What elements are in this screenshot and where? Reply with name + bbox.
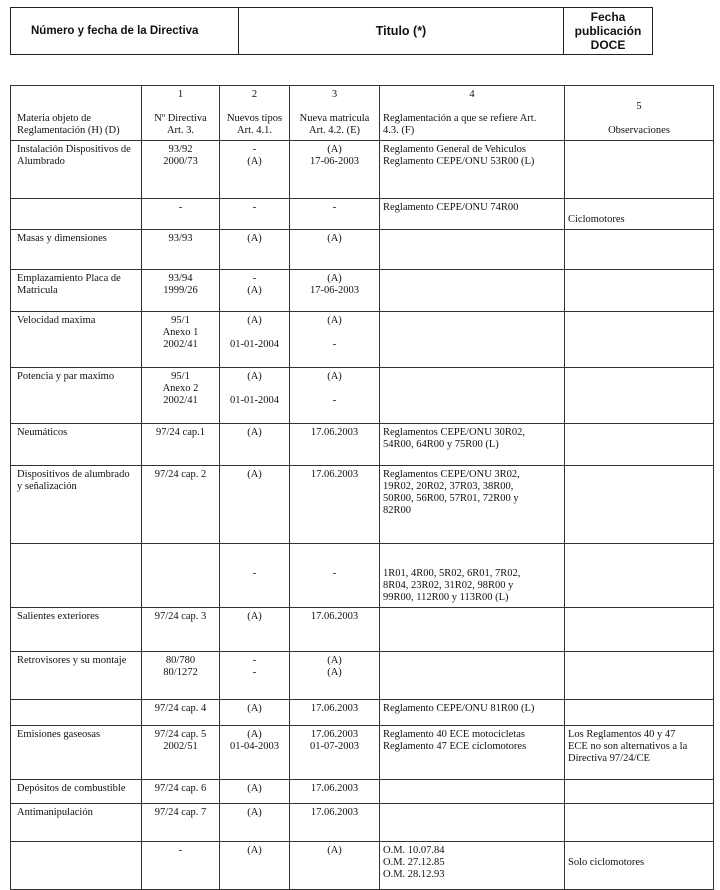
cell-line: 2002/41 [163, 339, 198, 350]
cell-line: Ciclomotores [568, 214, 625, 225]
cell-subject [11, 312, 142, 368]
cell-new-types [220, 804, 290, 842]
cell-regulation [380, 368, 565, 424]
cell-line: (A) [247, 285, 262, 296]
cell-observations [565, 652, 714, 700]
column-label: Observaciones [608, 125, 670, 136]
cell-line: (A) [247, 315, 262, 326]
cell-line: 17.06.2003 [310, 469, 359, 480]
cell-line: (A) [247, 233, 262, 244]
cell-line: Reglamentos CEPE/ONU 30R02, [383, 427, 526, 438]
cell-line: Reglamento 40 ECE motocicletas [383, 729, 526, 740]
cell-line: (A) [247, 729, 262, 740]
table-row [11, 608, 714, 652]
table-row [11, 804, 714, 842]
cell-new-types [220, 270, 290, 312]
cell-line: Reglamento General de Vehiculos [383, 144, 526, 155]
cell-regulation [380, 466, 565, 544]
cell-line: Los Reglamentos 40 y 47 [568, 729, 676, 740]
cell-line: Reglamento CEPE/ONU 53R00 (L) [383, 156, 535, 167]
table-row [11, 368, 714, 424]
cell-line: ECE no son alternativos a la [568, 741, 688, 752]
cell-new-registration [290, 368, 380, 424]
cell-line: 54R00, 64R00 y 75R00 (L) [383, 439, 499, 450]
cell-line: 93/92 [168, 144, 193, 155]
cell-regulation [380, 726, 565, 780]
cell-line: - [252, 655, 257, 666]
cell-line: (A) [247, 156, 262, 167]
cell-line [568, 202, 710, 214]
cell-new-registration [290, 270, 380, 312]
cell-directive-number [142, 842, 220, 890]
cell-line: 97/24 cap. 2 [154, 469, 207, 480]
cell-observations [565, 368, 714, 424]
cell-new-registration [290, 424, 380, 466]
cell-line: y señalización [17, 481, 77, 492]
cell-line: 01-01-2004 [230, 339, 279, 350]
cell-line: O.M. 28.12.93 [383, 869, 445, 880]
cell-regulation [380, 312, 565, 368]
cell-observations [565, 700, 714, 726]
cell-new-registration [290, 804, 380, 842]
cell-line: 80/780 [165, 655, 196, 666]
cell-new-types [220, 726, 290, 780]
cell-regulation [380, 804, 565, 842]
cell-new-types [220, 780, 290, 804]
cell-regulation [380, 608, 565, 652]
cell-new-registration [290, 312, 380, 368]
cell-line [293, 383, 376, 395]
column-label: Art. 3. [166, 125, 195, 136]
cell-line: - [178, 202, 183, 213]
header-publication-line: publicación [574, 24, 642, 38]
table-row [11, 199, 714, 230]
cell-regulation [380, 230, 565, 270]
cell-line: (A) [327, 315, 342, 326]
cell-new-types [220, 544, 290, 608]
cell-regulation [380, 700, 565, 726]
cell-subject [11, 199, 142, 230]
cell-new-registration [290, 608, 380, 652]
cell-subject [11, 780, 142, 804]
cell-regulation [380, 141, 565, 199]
cell-line: 97/24 cap. 4 [154, 703, 207, 714]
cell-directive-number [142, 608, 220, 652]
cell-line: - [332, 202, 337, 213]
cell-line [223, 556, 286, 568]
column-label: Art. 4.1. [237, 125, 272, 136]
cell-line: 8R04, 23R02, 31R02, 98R00 y [383, 580, 514, 591]
cell-line: Reglamentos CEPE/ONU 3R02, [383, 469, 520, 480]
cell-directive-number [142, 652, 220, 700]
cell-line: Retrovisores y su montaje [17, 655, 127, 666]
cell-new-registration [290, 466, 380, 544]
column-header-new-registration [290, 86, 380, 141]
cell-line: 17.06.2003 [310, 807, 359, 818]
cell-subject [11, 608, 142, 652]
cell-line: (A) [327, 667, 342, 678]
cell-observations [565, 726, 714, 780]
cell-directive-number [142, 466, 220, 544]
cell-directive-number [142, 726, 220, 780]
cell-line [223, 383, 286, 395]
cell-directive-number [142, 141, 220, 199]
cell-observations [565, 608, 714, 652]
cell-subject [11, 652, 142, 700]
cell-new-types [220, 842, 290, 890]
cell-directive-number [142, 312, 220, 368]
cell-observations [565, 230, 714, 270]
table-row [11, 424, 714, 466]
cell-line: (A) [327, 845, 342, 856]
cell-line: Salientes exteriores [17, 611, 99, 622]
cell-new-types [220, 466, 290, 544]
cell-subject [11, 368, 142, 424]
cell-directive-number [142, 230, 220, 270]
cell-regulation [380, 842, 565, 890]
document-header-table [10, 7, 653, 55]
column-label: Reglamentación a que se refiere Art. [383, 113, 537, 124]
cell-line: Potencia y par maximo [17, 371, 115, 382]
cell-line: (A) [247, 371, 262, 382]
table-row [11, 842, 714, 890]
cell-line: 17.06.2003 [310, 427, 359, 438]
column-label: 4.3. (F) [383, 125, 415, 136]
cell-line: - [252, 144, 257, 155]
cell-directive-number [142, 544, 220, 608]
cell-directive-number [142, 270, 220, 312]
cell-line: 93/93 [168, 233, 193, 244]
cell-line: Masas y dimensiones [17, 233, 107, 244]
cell-subject [11, 544, 142, 608]
cell-subject [11, 700, 142, 726]
column-number: 4 [469, 89, 475, 100]
cell-directive-number [142, 424, 220, 466]
column-header-observations [565, 86, 714, 141]
cell-line: 2000/73 [163, 156, 198, 167]
cell-line [568, 845, 710, 857]
cell-regulation [380, 270, 565, 312]
cell-line: 1999/26 [163, 285, 198, 296]
cell-line [293, 556, 376, 568]
cell-line: Alumbrado [17, 156, 65, 167]
cell-line: 97/24 cap.1 [156, 427, 205, 438]
cell-line: 19R02, 20R02, 37R03, 38R00, [383, 481, 514, 492]
cell-subject [11, 466, 142, 544]
header-publication-line: DOCE [590, 38, 626, 52]
cell-new-types [220, 141, 290, 199]
cell-directive-number [142, 780, 220, 804]
column-number: 3 [331, 89, 338, 100]
regulation-table [10, 85, 714, 890]
cell-observations [565, 270, 714, 312]
table-row [11, 700, 714, 726]
column-header-row [11, 86, 714, 141]
cell-line: - [332, 395, 337, 406]
cell-regulation [380, 544, 565, 608]
cell-line: 17.06.2003 [310, 783, 359, 794]
cell-line: Reglamento CEPE/ONU 74R00 [383, 202, 519, 213]
column-number: 2 [251, 89, 258, 100]
cell-line: O.M. 27.12.85 [383, 857, 445, 868]
cell-line: - [252, 667, 257, 678]
cell-line: 80/1272 [163, 667, 198, 678]
cell-line: (A) [247, 611, 262, 622]
cell-line: (A) [247, 807, 262, 818]
column-label: Nº Directiva [154, 113, 207, 124]
cell-line: (A) [327, 144, 342, 155]
cell-line: 82R00 [383, 505, 412, 516]
cell-line [293, 327, 376, 339]
table-row [11, 270, 714, 312]
cell-new-registration [290, 700, 380, 726]
cell-line: Depósitos de combustible [17, 783, 126, 794]
cell-subject [11, 230, 142, 270]
column-header-directive-number [142, 86, 220, 141]
cell-line: (A) [327, 371, 342, 382]
cell-new-registration [290, 842, 380, 890]
table-row [11, 780, 714, 804]
column-label: Art. 4.2. (E) [308, 125, 361, 136]
cell-directive-number [142, 700, 220, 726]
cell-observations [565, 199, 714, 230]
cell-line: 95/1 [171, 371, 190, 382]
cell-line: 17-06-2003 [310, 156, 359, 167]
column-label: Materia objeto de [17, 113, 92, 124]
cell-line [383, 556, 561, 568]
cell-new-registration [290, 141, 380, 199]
cell-line: 93/94 [168, 273, 193, 284]
cell-line: Solo ciclomotores [568, 857, 645, 868]
cell-line: 17.06.2003 [310, 611, 359, 622]
cell-line: Dispositivos de alumbrado [17, 469, 130, 480]
cell-line: 1R01, 4R00, 5R02, 6R01, 7R02, [383, 568, 521, 579]
cell-line: 01-07-2003 [310, 741, 359, 752]
cell-line: - [332, 339, 337, 350]
cell-line: Reglamento 47 ECE ciclomotores [383, 741, 527, 752]
cell-observations [565, 424, 714, 466]
cell-subject [11, 270, 142, 312]
cell-line: 2002/41 [163, 395, 198, 406]
cell-observations [565, 842, 714, 890]
table-row [11, 312, 714, 368]
cell-line: - [252, 568, 257, 579]
cell-subject [11, 804, 142, 842]
cell-line [223, 327, 286, 339]
cell-new-registration [290, 230, 380, 270]
cell-regulation [380, 652, 565, 700]
cell-line: Velocidad maxima [17, 315, 96, 326]
header-title: Titulo (*) [239, 8, 564, 55]
cell-subject [11, 424, 142, 466]
cell-line: (A) [327, 655, 342, 666]
cell-line: (A) [247, 427, 262, 438]
cell-line: 97/24 cap. 3 [154, 611, 207, 622]
cell-line: Reglamento CEPE/ONU 81R00 (L) [383, 703, 535, 714]
cell-regulation [380, 199, 565, 230]
cell-line: Emisiones gaseosas [17, 729, 101, 740]
cell-line: 97/24 cap. 6 [154, 783, 207, 794]
column-header-subject [11, 86, 142, 141]
cell-subject [11, 141, 142, 199]
cell-line: Neumáticos [17, 427, 68, 438]
cell-line: 95/1 [171, 315, 190, 326]
cell-line: Instalación Dispositivos de [17, 144, 131, 155]
cell-new-types [220, 230, 290, 270]
cell-line: 01-01-2004 [230, 395, 279, 406]
cell-line: (A) [247, 845, 262, 856]
cell-line: Emplazamiento Placa de [17, 273, 121, 284]
column-number: 1 [177, 89, 184, 100]
cell-line: - [252, 273, 257, 284]
cell-regulation [380, 424, 565, 466]
cell-line: 17-06-2003 [310, 285, 359, 296]
cell-subject [11, 726, 142, 780]
cell-observations [565, 466, 714, 544]
cell-line: - [178, 845, 183, 856]
header-directive-number-date: Número y fecha de la Directiva [11, 8, 239, 55]
table-row [11, 141, 714, 199]
cell-line: Directiva 97/24/CE [568, 753, 650, 764]
column-label: Reglamentación (H) (D) [17, 125, 120, 136]
cell-line: (A) [247, 703, 262, 714]
table-row [11, 652, 714, 700]
cell-line: O.M. 10.07.84 [383, 845, 445, 856]
cell-line: 01-04-2003 [230, 741, 279, 752]
cell-observations [565, 544, 714, 608]
table-row [11, 726, 714, 780]
cell-line: 97/24 cap. 7 [154, 807, 207, 818]
cell-new-types [220, 652, 290, 700]
cell-new-registration [290, 726, 380, 780]
cell-line: Anexo 1 [162, 327, 199, 338]
cell-line: - [332, 568, 337, 579]
column-number: 5 [636, 101, 642, 112]
column-label: Nuevos tipos [226, 113, 283, 124]
cell-new-types [220, 199, 290, 230]
cell-line: 17.06.2003 [310, 729, 359, 740]
cell-new-types [220, 424, 290, 466]
column-header-regulation [380, 86, 565, 141]
cell-observations [565, 780, 714, 804]
cell-line: Antimanipulación [17, 807, 93, 818]
header-publication-date [564, 8, 653, 55]
cell-line: 50R00, 56R00, 57R01, 72R00 y [383, 493, 519, 504]
cell-subject [11, 842, 142, 890]
cell-line: 2002/51 [163, 741, 198, 752]
cell-directive-number [142, 368, 220, 424]
table-row [11, 230, 714, 270]
column-header-new-types [220, 86, 290, 141]
header-row [11, 8, 653, 55]
cell-new-types [220, 312, 290, 368]
cell-line: 99R00, 112R00 y 113R00 (L) [383, 592, 509, 603]
cell-new-registration [290, 544, 380, 608]
cell-line: (A) [327, 273, 342, 284]
cell-line: 97/24 cap. 5 [154, 729, 207, 740]
cell-observations [565, 141, 714, 199]
cell-line: 17.06.2003 [310, 703, 359, 714]
cell-observations [565, 804, 714, 842]
cell-line: (A) [247, 469, 262, 480]
cell-new-registration [290, 199, 380, 230]
cell-line: (A) [327, 233, 342, 244]
table-row [11, 466, 714, 544]
cell-line: - [252, 202, 257, 213]
cell-new-types [220, 608, 290, 652]
cell-observations [565, 312, 714, 368]
cell-new-types [220, 368, 290, 424]
table-row [11, 544, 714, 608]
cell-new-types [220, 700, 290, 726]
cell-new-registration [290, 780, 380, 804]
cell-line: Matricula [17, 285, 58, 296]
cell-regulation [380, 780, 565, 804]
cell-directive-number [142, 804, 220, 842]
header-publication-line: Fecha [590, 10, 626, 24]
cell-new-registration [290, 652, 380, 700]
cell-directive-number [142, 199, 220, 230]
column-label: Nueva matricula [299, 113, 370, 124]
cell-line: Anexo 2 [162, 383, 199, 394]
cell-line: (A) [247, 783, 262, 794]
